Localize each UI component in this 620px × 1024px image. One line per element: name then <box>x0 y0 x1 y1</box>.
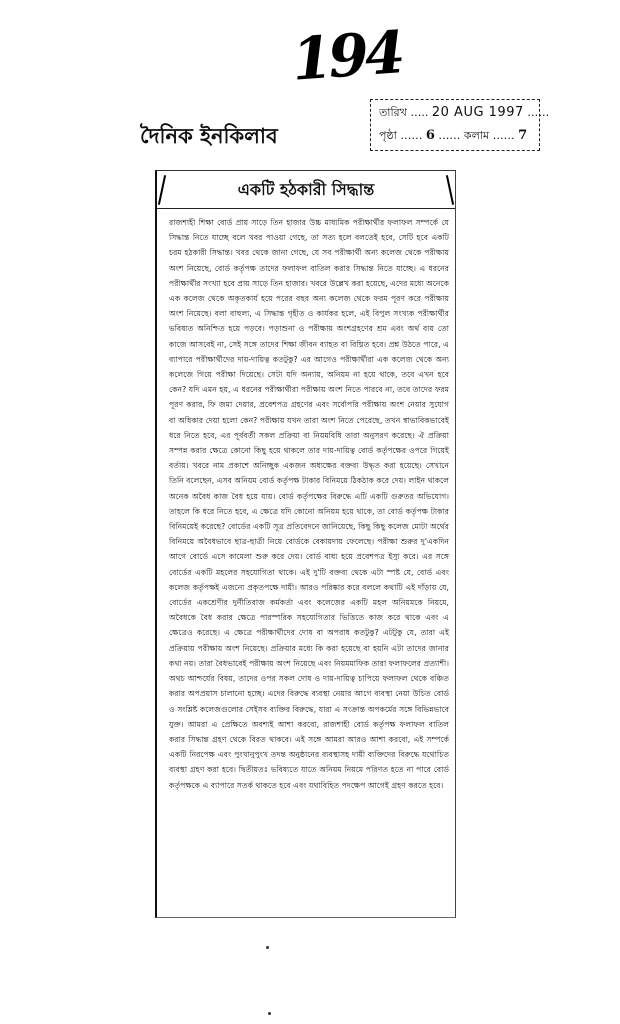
article-clipping <box>155 170 456 918</box>
stamp-date-label: তারিখ <box>379 106 407 119</box>
stamp-page-value: 6 <box>425 128 435 143</box>
stamp-page-row: পৃষ্ঠা …… 6 …… কলাম …… 7 <box>379 128 528 143</box>
newspaper-name: দৈনিক ইনকিলাব <box>140 124 278 148</box>
stamp-column-value: 7 <box>518 128 528 143</box>
stamp-page-label: পৃষ্ঠা <box>379 129 397 142</box>
article-body: রাজশাহী শিক্ষা বোর্ড প্রায় সাড়ে তিন হাজার উচ্চ মাধ্যমিক পরীক্ষার্থীর ফলাফল সম্পর্কে যে সিদ্ধান্ত নিতে যাচ্ছে বলে খবর পাওয়া গেছে, তা সত্য হলে বলতেই হবে, সেটি হবে একটি চরম হঠকারী সিদ্ধান্ত। খবর থেকে জানা গেছে, যে সব পরীক্ষার্থী অন্য কলেজ থেকে পরীক্ষায় অংশ নিয়েছে, বোর্ড কর্তৃপক্ষ তাদের ফলাফল বাতিল করার সিদ্ধান্ত নিতে যাচ্ছে। এ ধরনের পরীক্ষার্থীর সংখ্যা হবে প্রায় সাড়ে তিন হাজার। খবরে উল্লেখ করা হয়েছে, এদের মধ্যে অনেকে এক কলেজ থেকে অকৃতকার্য হয়ে পরের বছর অন্য কলেজ থেকে ফরম পূরণ করে পরীক্ষায় অংশ নিয়েছে। বলা বাহুল্য, এ সিদ্ধান্ত গৃহীত ও কার্যকর হলে, এই বিপুল সংখ্যক পরীক্ষার্থীর ভবিষ্যত অনিশ্চিত হয়ে পড়বে। পড়াশুনা ও পরীক্ষায় অংশগ্রহণের শ্রম এবং অর্থ ব্যয় তো কাজে আসবেই না, সেই সঙ্গে তাদের শিক্ষা জীবন ব্যাহত বা বিঘ্নিত হবে। প্রশ্ন উঠতে পারে, এ ব্যাপারে পরীক্ষার্থীদের দায়-দায়িত্ব কতটুকু? এর আগেও পরীক্ষার্থীরা এক কলেজ থেকে অন্য কলেজে গিয়ে পরীক্ষা দিয়েছে। সেটা যদি অন্যায়, অনিয়ম না হয়ে থাকে, তবে এখন হবে কেন? যদি এমন হয়, এ ধরনের পরীক্ষার্থীরা পরীক্ষায় অংশ নিতে পারবে না, তবে তাদের ফরম পূরণ করার, ফি জমা দেয়ার, প্রবেশপত্র গ্রহণের এবং সর্বোপরি পরীক্ষায় অংশ নেয়ার সুযোগ বা অধিকার দেয়া হলো কেন? পরীক্ষায় যখন তারা অংশ নিতে পেরেছে, তখন স্বাভাবিকভাবেই ধরে নিতে হবে, এর পূর্ববর্তী সকল প্রক্রিয়া বা নিয়মবিধি তারা অনুসরণ করেছে। ঐ প্রক্রিয়া সম্পন্ন করার ক্ষেত্রে কোনো কিছু হয়ে থাকলে তার দায়-দায়িত্ব বোর্ড কর্তৃপক্ষের ওপরে গিয়েই বর্তায়। খবরে নাম প্রকাশে অনিচ্ছুক একজন অধ্যক্ষের বক্তব্য উদ্ধৃত করা হয়েছে। সেখানে তিনি বলেছেন, এসব অনিয়ম বোর্ড কর্তৃপক্ষ টাকার বিনিময়ে ঠিকঠাক করে দেয়। লাইন থাকলে অনেক অবৈধ কাজ বৈধ হয়ে যায়। বোর্ড কর্তৃপক্ষের বিরুদ্ধে এটি একটি গুরুতর অভিযোগ। তাহলে কি ধরে নিতে হবে, এ ক্ষেত্রে যদি কোনো অনিয়ম হয়ে থাকে, তা বোর্ড কর্তৃপক্ষ টাকার বিনিময়েই করেছে? বোর্ডের একটি সূত্র প্রতিবেদনে জানিয়েছে, কিছু কিছু কলেজ মোটা অর্থের বিনিময়ে অবৈধভাবে ছাত্র-ছাত্রী নিয়ে বোর্ডকে বেকায়দায় ফেলেছে। পরীক্ষা শুরুর দু'একদিন আগে বোর্ডে এসে কামেলা শুরু করে দেয়। বোর্ড বাধ্য হয়ে প্রবেশপত্র ইস্যু করে। এর সঙ্গে বোর্ডের একটি মহলের সহযোগিতা থাকে। এই দু'টি বক্তব্য থেকে এটা স্পষ্ট যে, বোর্ড এবং কলেজ কর্তৃপক্ষই এজন্যে প্রকৃতপক্ষে দায়ী। আরও পরিষ্কার করে বললে কথাটি এই দাঁড়ায় যে, বোর্ডের একশ্রেণীর দুর্নীতিবাজ কর্মকর্তা এবং কলেজের একটি মহল অনিয়মকে নিয়মে, অবৈধকে বৈধ করার ক্ষেত্রে পারস্পরিক সহযোগিতার ভিত্তিতে কাজ করে থাকে এবং এ ক্ষেত্রেও করেছে। এ ক্ষেত্রে পরীক্ষার্থীদের দোষ বা অপরাধ কতটুকু? এটটুকু যে, তারা এই প্রক্রিয়ায় পরীক্ষায় অংশ নিয়েছে। প্রক্রিয়ার মধ্যে কি করা হয়েছে বা হয়নি এটা তাদের জানার কথা নয়। তারা বৈধভাবেই পরীক্ষায় অংশ নিয়েছে এবং নিয়মমাফিক তারা ফলাফলের প্রত্যাশী। অথচ আশ্চর্যের বিষয়, তাদের ওপর সকল দোষ ও দায়-দায়িত্ব চাপিয়ে ফলাফল থেকে বঞ্চিত করার অপপ্রয়াস চালানো হচ্ছে। এদের বিরুদ্ধে ব্যবস্থা নেয়ার আগে ব্যবস্থা নেয়া উচিত বোর্ড ও সংশ্লিষ্ট কলেজগুলোর সেইসব ব্যক্তির বিরুদ্ধে, যারা এ সংক্রান্ত অপকর্মের সঙ্গে বিভিন্নভাবে যুক্ত। আমরা এ প্রেক্ষিতে অবশ্যই আশা করবো, রাজশাহী বোর্ড কর্তৃপক্ষ ফলাফল বাতিল করার সিদ্ধান্ত গ্রহণ থেকে বিরত থাকবে। এই সঙ্গে আমরা আরও আশা করবো, এই সম্পর্কে একটি নিরপেক্ষ এবং পুংখানুপুংখ তদন্ত অনুষ্ঠানের ব্যবস্থাসহ দায়ী ব্যক্তিদের বিরুদ্ধে যথোচিত ব্যবস্থা গ্রহণ করা হবে। দ্বিতীয়তঃ ভবিষ্যতে যাতে অনিয়ম নিয়মে পরিণত হতে না পারে বোর্ড কর্তৃপক্ষকে এ ব্যাপারে সতর্ক থাকতে হবে এবং যথাবিহিত পদক্ষেপ আগেই গ্রহণ করতে হবে। <box>169 218 449 790</box>
clipping-stamp <box>370 99 550 151</box>
speck <box>268 1012 271 1015</box>
stamp-date-row: তারিখ ….. 20 AUG 1997 …… <box>379 105 550 120</box>
stamp-date-value: 20 AUG 1997 <box>431 105 524 120</box>
speck <box>266 946 269 949</box>
stamp-column-label: কলাম <box>463 129 490 142</box>
article-headline: একটি হঠকারী সিদ্ধান্ত <box>157 177 455 209</box>
handwritten-page-number: 194 <box>289 18 404 94</box>
